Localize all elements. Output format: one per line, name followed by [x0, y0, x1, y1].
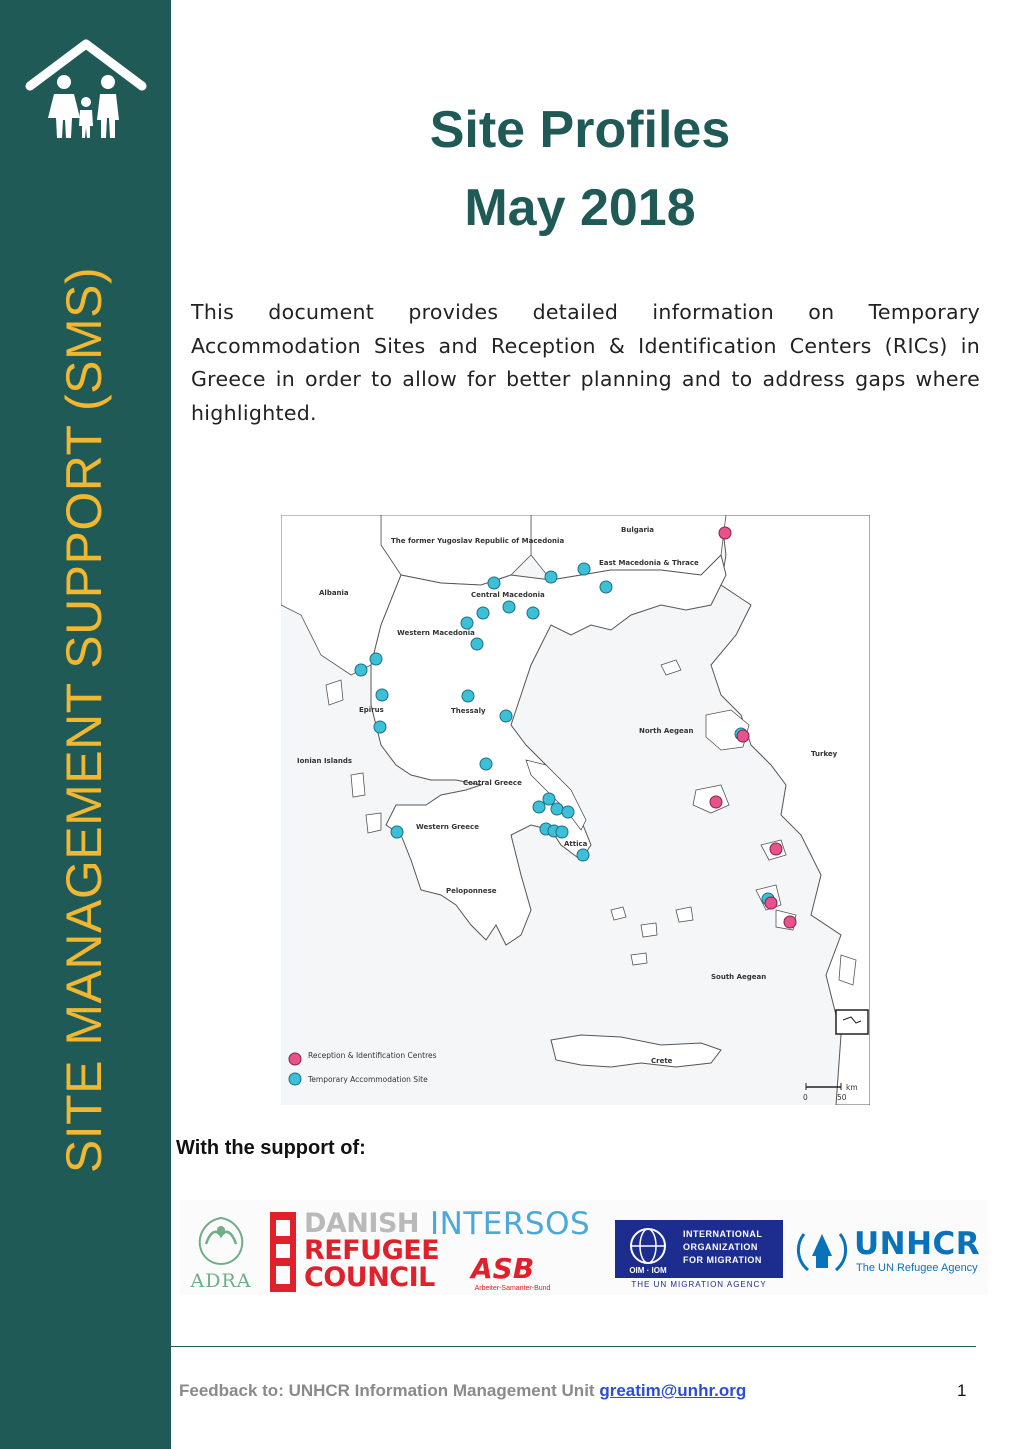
site-marker [500, 710, 512, 722]
site-marker [461, 617, 473, 629]
adra-wordmark: ADRA [190, 1270, 252, 1292]
map-label-central-macedonia: Central Macedonia [471, 591, 545, 599]
map-legend [289, 1051, 437, 1085]
unhcr-wordmark: UNHCR [854, 1226, 981, 1262]
map-label-crete: Crete [651, 1057, 673, 1065]
asb-wordmark: ASB [471, 1252, 535, 1285]
legend-ric-label: Reception & Identification Centres [308, 1051, 437, 1060]
map-label-fyrom: The former Yugoslav Republic of Macedonia [391, 537, 565, 545]
site-marker [503, 601, 515, 613]
map-label-ionian-islands: Ionian Islands [297, 757, 352, 765]
map-label-albania: Albania [319, 589, 349, 597]
ric-marker [710, 796, 722, 808]
family-house-icon [24, 38, 148, 142]
support-label: With the support of: [176, 1137, 366, 1159]
iom-name-line1: INTERNATIONAL [683, 1229, 763, 1239]
drc-line-council: COUNCIL [304, 1262, 435, 1293]
site-marker [578, 563, 590, 575]
site-marker [551, 803, 563, 815]
scale-label-zero: 0 [803, 1093, 808, 1102]
ric-marker [765, 897, 777, 909]
map-label-thessaly: Thessaly [451, 707, 486, 715]
footer-feedback [179, 1381, 746, 1401]
map-svg [281, 515, 870, 1105]
unhcr-logo [794, 1226, 989, 1278]
sidebar [0, 0, 171, 1449]
site-marker [374, 721, 386, 733]
asb-subtitle: Arbeiter-Samariter-Bund [474, 1285, 551, 1292]
unhcr-laurel-icon [794, 1228, 850, 1274]
site-marker [355, 664, 367, 676]
sidebar-vertical-title: SITE MANAGEMENT SUPPORT (SMS) [56, 266, 112, 1174]
adra-hands-icon [188, 1214, 254, 1266]
site-marker [471, 638, 483, 650]
ric-marker [784, 916, 796, 928]
site-marker [462, 690, 474, 702]
site-marker [543, 793, 555, 805]
legend-temp-label: Temporary Accommodation Site [308, 1075, 428, 1084]
footer-divider [171, 1346, 976, 1347]
map-label-epirus: Epirus [359, 706, 384, 714]
map-label-north-aegean: North Aegean [639, 727, 694, 735]
iom-tagline: THE UN MIGRATION AGENCY [631, 1280, 767, 1289]
legend-ric-swatch [289, 1053, 301, 1065]
map-label-bulgaria: Bulgaria [621, 526, 655, 534]
map-label-east-macedonia: East Macedonia & Thrace [599, 559, 699, 567]
intro-paragraph: This document provides detailed information on Temporary Accommodation Sites and Reception & Identification Centers (RICs) in Greece in order to allow for better planning and to address gaps where highlighted. [191, 300, 980, 425]
asb-logo [465, 1252, 560, 1294]
partner-logos [180, 1200, 988, 1295]
site-marker [533, 801, 545, 813]
iom-name-line3: FOR MIGRATION [683, 1255, 762, 1265]
map-label-western-macedonia: Western Macedonia [397, 629, 475, 637]
drc-logo [270, 1208, 440, 1293]
scale-label-fifty: 50 [837, 1093, 847, 1102]
map-label-peloponnese: Peloponnese [446, 887, 497, 895]
intersos-logo: INTERSOS [430, 1206, 591, 1242]
site-marker [480, 758, 492, 770]
greece-site-map [281, 515, 870, 1105]
scale-label-unit: km [846, 1083, 858, 1092]
map-label-south-aegean: South Aegean [711, 973, 767, 981]
iom-short-name: OIM · IOM [629, 1266, 667, 1275]
site-marker [527, 607, 539, 619]
footer-label: Feedback to: UNHCR Information Management Unit [179, 1381, 600, 1400]
legend-temp-swatch [289, 1073, 301, 1085]
ric-marker [719, 527, 731, 539]
adra-logo [188, 1214, 254, 1292]
drc-line-refugee: REFUGEE [304, 1235, 440, 1266]
site-marker [577, 849, 589, 861]
ric-marker [770, 843, 782, 855]
site-marker [600, 581, 612, 593]
map-label-turkey: Turkey [811, 750, 838, 758]
site-marker [556, 826, 568, 838]
map-label-central-greece: Central Greece [463, 779, 522, 787]
drc-letters-icon [270, 1212, 296, 1292]
site-marker [545, 571, 557, 583]
site-marker [391, 826, 403, 838]
site-marker [477, 607, 489, 619]
page-title: Site Profiles [429, 101, 731, 159]
site-marker [376, 689, 388, 701]
page-subtitle-date: May 2018 [464, 179, 696, 237]
drc-line-danish: DANISH [304, 1208, 419, 1239]
site-marker [370, 653, 382, 665]
unhcr-tagline: The UN Refugee Agency [856, 1262, 978, 1274]
site-marker [562, 806, 574, 818]
iom-name-line2: ORGANIZATION [683, 1242, 758, 1252]
iom-logo [615, 1220, 783, 1278]
site-marker [488, 577, 500, 589]
page-number: 1 [957, 1381, 967, 1400]
map-label-western-greece: Western Greece [416, 823, 479, 831]
ric-marker [737, 730, 749, 742]
map-label-attica: Attica [564, 840, 588, 848]
feedback-email-link[interactable]: greatim@unhr.org [599, 1381, 747, 1400]
